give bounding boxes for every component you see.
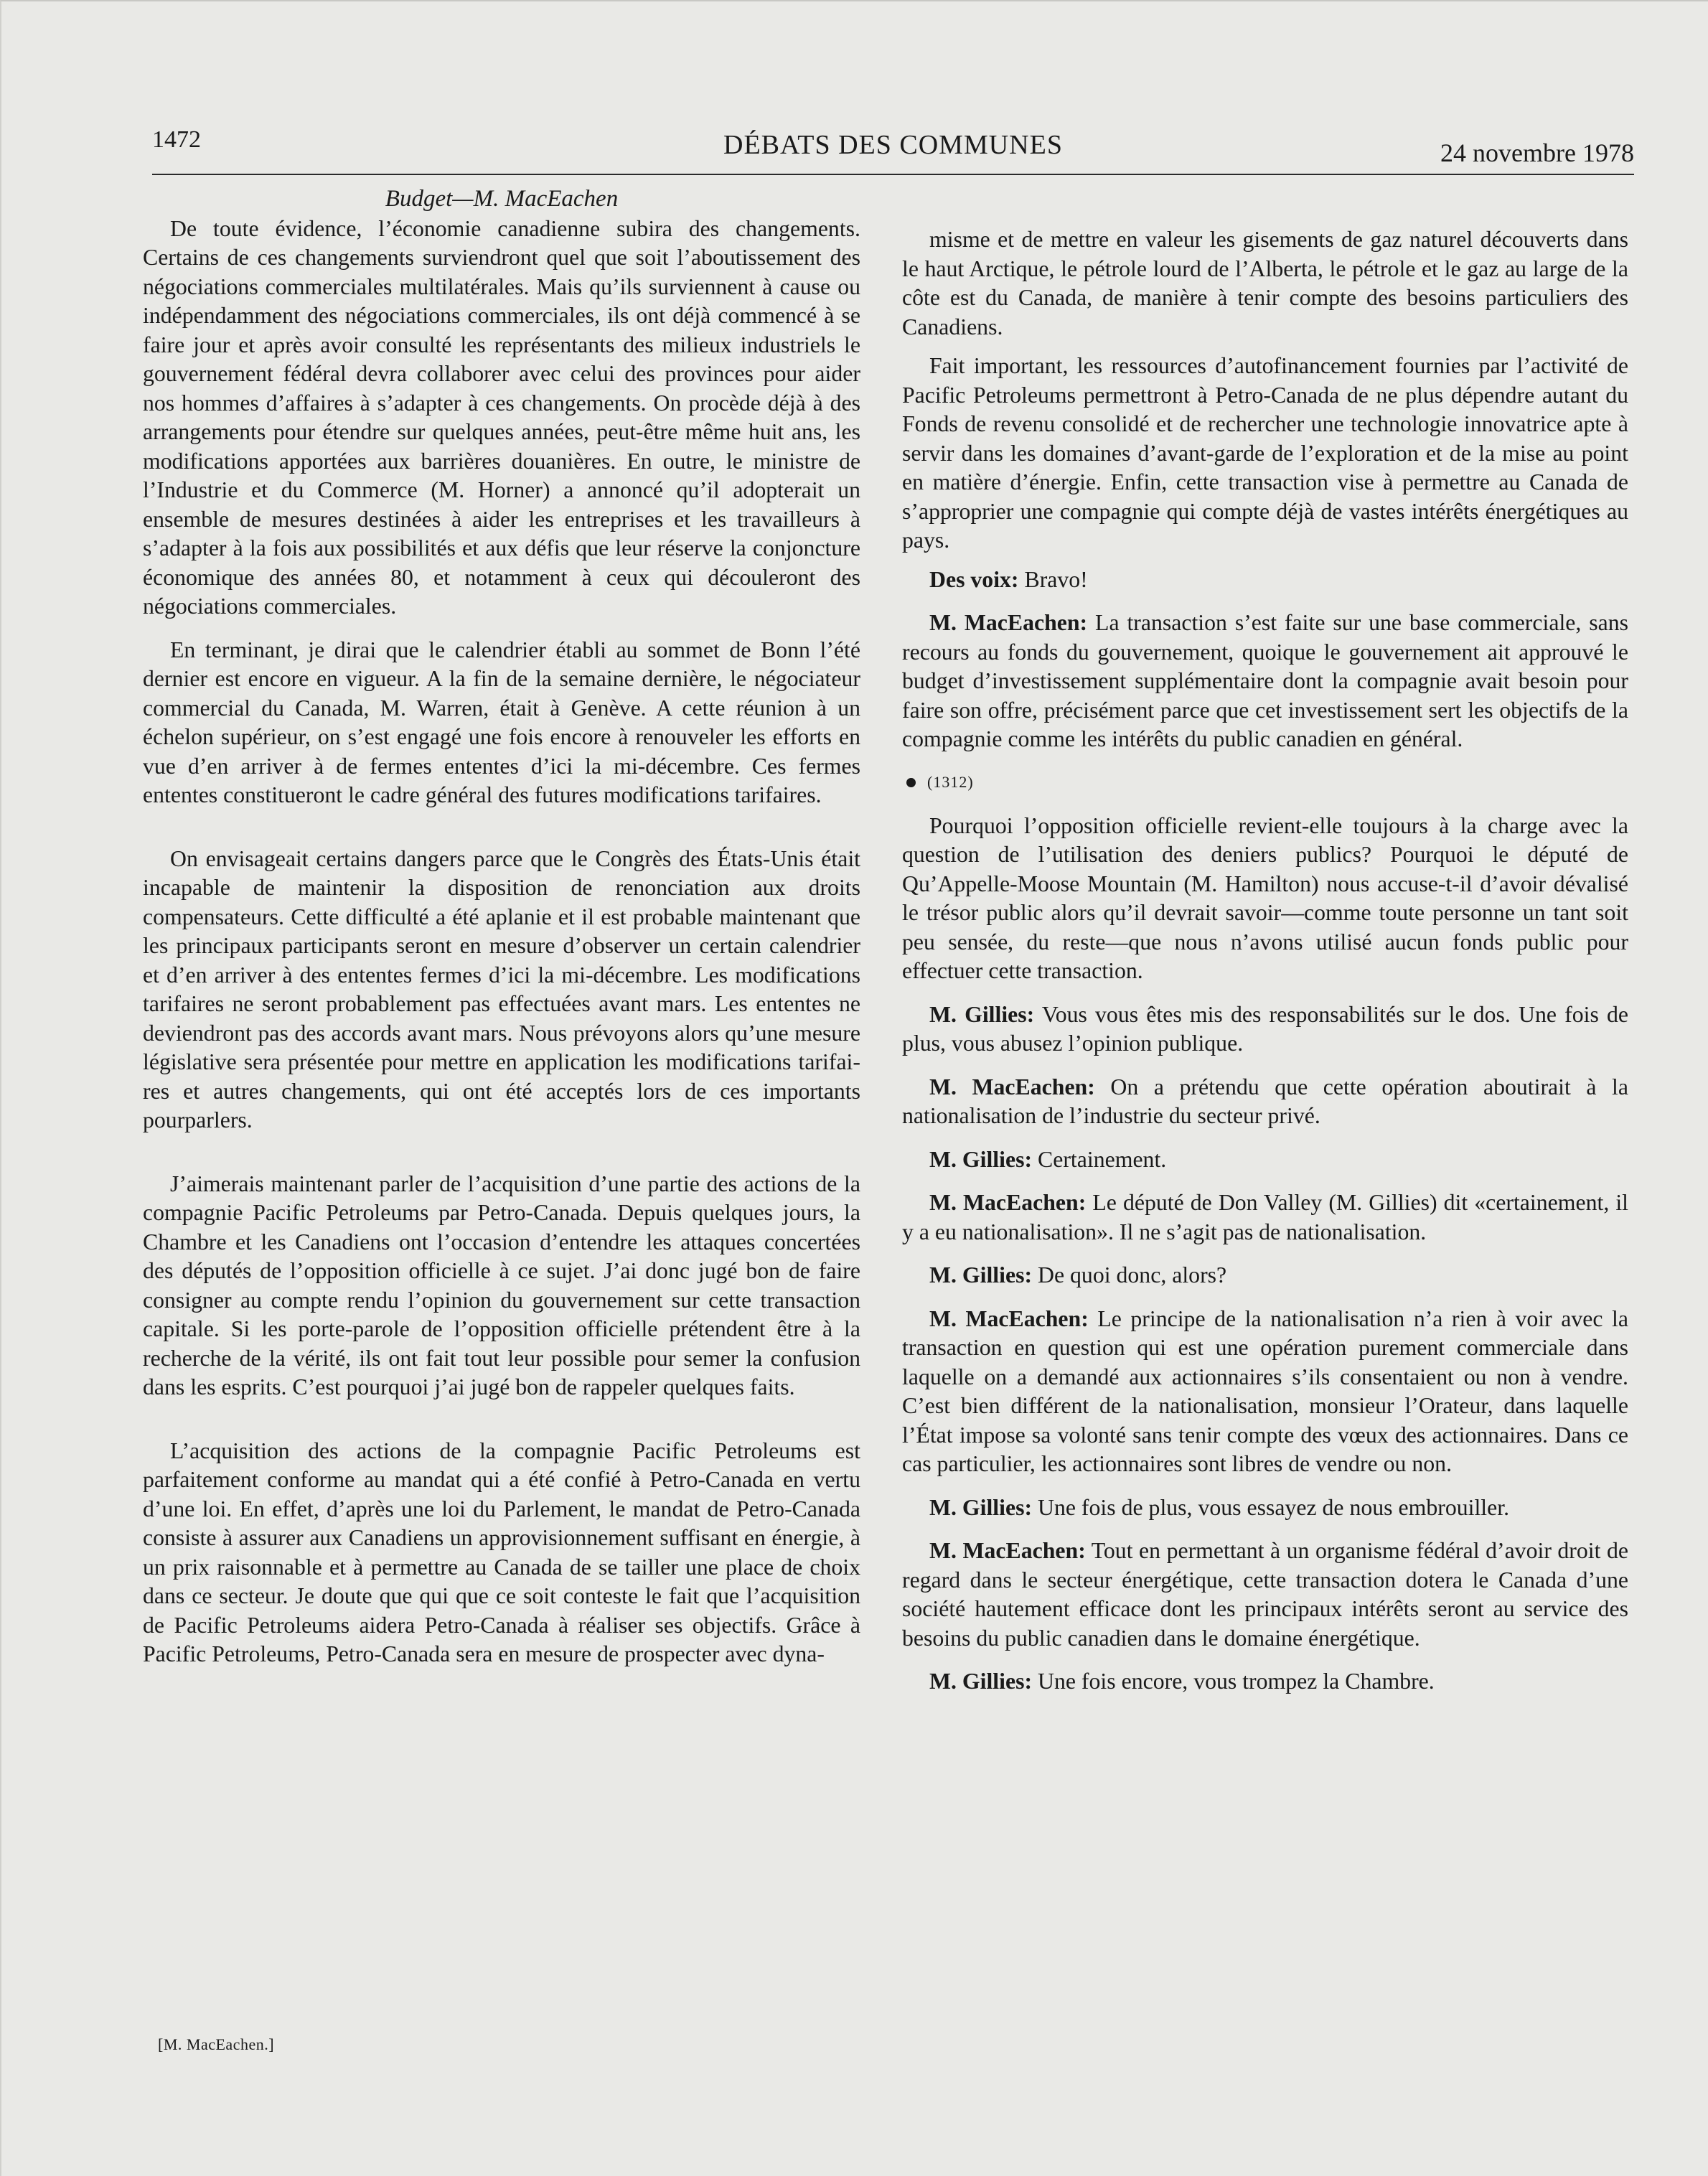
speech-text: Bravo!: [1018, 566, 1088, 592]
speech-text: On a prétendu que cette opération aboutirait à la nationalisation de l’industrie du secteur privé.: [902, 1074, 1628, 1128]
time-marker-label: (1312): [927, 773, 974, 792]
speech: [902, 566, 1628, 595]
publication-date: 24 novembre 1978: [1440, 139, 1634, 167]
page-number: 1472: [152, 126, 201, 153]
paragraph: Fait important, les ressources d’autofinancement fournies par l’activité de Pacific Petroleums permettront à Petro-Canada de ne plus dépendre autant du Fonds de revenu consolidé et de rechercher une technologie innovatrice apte à servir dans les domaines d’avant-garde de l’exploration et de la mise au point en matière d’énergie. Enfin, cette transaction vise à permettre au Canada de s’approprier une compagnie qui compte déjà de vastes intérêts énergétiques au pays.: [902, 353, 1628, 553]
right-column: [902, 225, 1628, 1697]
speech-text: Une fois encore, vous trompez la Chambre.: [1032, 1669, 1435, 1694]
speaker-name: M. Gillies:: [929, 1262, 1033, 1288]
speech-text: De quoi donc, alors?: [1032, 1262, 1227, 1288]
speaker-name: M. MacEachen:: [929, 1190, 1087, 1215]
page-header: [152, 123, 1634, 175]
paragraph: On envisageait certains dangers parce que le Congrès des États-Unis était incapable de maintenir la disposition de renonciation aux droits compensateurs. Cette difficulté a été aplanie et il est probable maintenant que les principaux participants seront en mesure d’observer un certain calendrier et d’en arriver à des ententes fermes d’ici la mi-décembre. Les modifications tarifaires ne seront probablement pas effectuées avant mars. Les ententes ne deviendront pas des accords avant mars. Nous prévoyons alors qu’une mesure législative sera présentée pour mettre en application les modifications tarifaires et autres changements, qui ont été acceptés lors de ces importants pourparlers.: [143, 845, 860, 1132]
speaker-name: M. MacEachen:: [929, 1538, 1086, 1563]
speech-text: Certainement.: [1032, 1146, 1167, 1172]
speaker-name: M. Gillies:: [929, 1001, 1035, 1027]
speech-text: Tout en permettant à un organisme fédéral d’avoir droit de regard dans le secteur énergétique, cette transaction dotera le Canada d’une société hautement efficace dont les principaux intérêts seront au service des besoins du public canadien dans le domaine énergétique.: [902, 1538, 1628, 1651]
speech: [902, 609, 1628, 754]
paragraph: misme et de mettre en valeur les gisements de gaz naturel découverts dans le haut Arctique, le pétrole lourd de l’Alberta, le pétrole et le gaz au large de la côte est du Canada, de manière à tenir compte des besoins particuliers des Canadiens.: [902, 227, 1628, 339]
paragraph: En terminant, je dirai que le calendrier établi au sommet de Bonn l’été dernier est encore en vigueur. A la fin de la semaine dernière, le négociateur commercial du Canada, M. Warren, était à Genève. A cette réunion à un échelon supérieur, on s’est engagé une fois encore à renouveler les efforts en vue d’en arriver à de fermes ententes d’ici la mi-décembre. Ces fermes ententes constitueront le cadre général des futures modifications tarifaires.: [143, 637, 860, 807]
publication-title: DÉBATS DES COMMUNES: [723, 130, 1063, 160]
bullet-icon: [906, 778, 916, 787]
speech-text: Une fois de plus, vous essayez de nous embrouiller.: [1032, 1494, 1510, 1520]
speech: [902, 1305, 1628, 1479]
speaker-name: M. Gillies:: [929, 1146, 1033, 1172]
speaker-name: M. MacEachen:: [929, 1074, 1095, 1099]
speech: [902, 1145, 1628, 1175]
left-column: [143, 184, 860, 1669]
paragraph: Pourquoi l’opposition officielle revient-elle toujours à la charge avec la question de l’utilisation des deniers publics? Pourquoi le député de Qu’Appelle-Moose Mountain (M. Hamilton) nous accuse-t-il d’avoir dévalisé le trésor public alors qu’il devrait savoir—comme toute personne un tant soit peu sensée, du reste—que nous n’avons utilisé aucun fonds public pour effectuer cette transaction.: [902, 812, 1628, 983]
speech: [902, 1000, 1628, 1059]
running-head: Budget—M. MacEachen: [385, 186, 619, 212]
speaker-name: M. Gillies:: [929, 1494, 1033, 1520]
paragraph: J’aimerais maintenant parler de l’acquisition d’une partie des actions de la compagnie Pacific Petroleums par Petro-Canada. Depuis quelques jours, la Chambre et les Canadiens ont l’occasion d’entendre les attaques concertées des députés de l’opposition officielle à ce sujet. J’ai donc jugé bon de faire consigner au compte rendu l’opinion du gouvernement sur cette transaction capitale. Si les porte-parole de l’opposition officielle prétendent être à la recherche de la vérité, ils ont fait tout leur possible pour semer la confusion dans les esprits. C’est pourquoi j’ai jugé bon de rappeler quelques faits.: [143, 1171, 860, 1399]
paragraph: L’acquisition des actions de la compagnie Pacific Petroleums est parfaitement conforme au mandat qui a été confié à Petro-Canada en vertu d’une loi. En effet, d’après une loi du Parlement, le mandat de Petro-Canada consiste à assurer aux Canadiens un approvisionnement suffisant en énergie, à un prix raisonnable et à permettre au Canada de se tailler une place de choix dans ce secteur. Je doute que qui que ce soit conteste le fait que l’acquisition de Pacific Petroleums aidera Petro-Canada à réaliser ses objectifs. Grâce à Pacific Petroleums, Petro-Canada sera en mesure de prospecter avec dyna-: [143, 1438, 860, 1666]
speaker-name: Des voix:: [929, 566, 1019, 592]
paragraph: De toute évidence, l’économie canadienne subira des changements. Certains de ces changements surviendront quel que soit l’aboutissement des négociations commerciales multilatérales. Mais qu’ils surviennent à cause ou indépendamment des négociations commerciales, ils ont déjà commencé à se faire jour et après avoir consulté les représentants des milieux industriels le gouvernement fédéral devra collaborer avec celui des provinces pour aider nos hommes d’affaires à s’adapter à ces changements. On procède déjà à des arrangements pour étendre sur quelques années, peut-être même huit ans, les modifications apportées aux barrières douanières. En outre, le ministre de l’Industrie et du Commerce (M. Horner) a annoncé qu’il adopterait un ensemble de mesures destinées à aider les entreprises et les travailleurs à s’adapter à la fois aux possibilités et aux défis que leur réserve la conjoncture économique des années 80, et notamment à ceux qui découleront des négociations commerciales.: [143, 215, 860, 619]
speech: [902, 1073, 1628, 1131]
speech: [902, 1537, 1628, 1653]
speaker-name: M. Gillies:: [929, 1669, 1033, 1694]
speech: [902, 1667, 1628, 1697]
speech: [902, 1188, 1628, 1247]
speech-text: Le principe de la nationalisation n’a rien à voir avec la transaction en question qui est une opération purement commerciale dans laquelle on a demandé aux actionnaires s’ils consentaient ou non à vendre. C’est bien différent de la nationalisation, monsieur l’Orateur, dans laquelle l’État impose sa volonté sans tenir compte des vœux des actionnaires. Dans ce cas particulier, les actionnaires sont libres de vendre ou non.: [902, 1305, 1628, 1476]
speech: [902, 1261, 1628, 1290]
time-marker: [902, 769, 1628, 797]
speaker-name: M. MacEachen:: [929, 1305, 1089, 1331]
speech-text: Le député de Don Valley (M. Gillies) dit «certainement, il y a eu nationalisation». Il ne s’agit pas de nationalisation.: [902, 1190, 1628, 1244]
speaker-name: M. MacEachen:: [929, 610, 1088, 635]
speech-text: La transaction s’est faite sur une base commerciale, sans recours au fonds du gouvernement, quoique le gouvernement ait approuvé le budget d’investissement supplémentaire dont la compagnie avait besoin pour faire son offre, précisément parce que cet investissement sert les objectifs de la compagnie comme les intérêts du public canadien en général.: [902, 610, 1628, 751]
speech: [902, 1493, 1628, 1523]
speech-text: Vous vous êtes mis des responsabilités sur le dos. Une fois de plus, vous abusez l’opinion publique.: [902, 1001, 1628, 1056]
speaker-footnote: [M. MacEachen.]: [158, 2035, 275, 2053]
